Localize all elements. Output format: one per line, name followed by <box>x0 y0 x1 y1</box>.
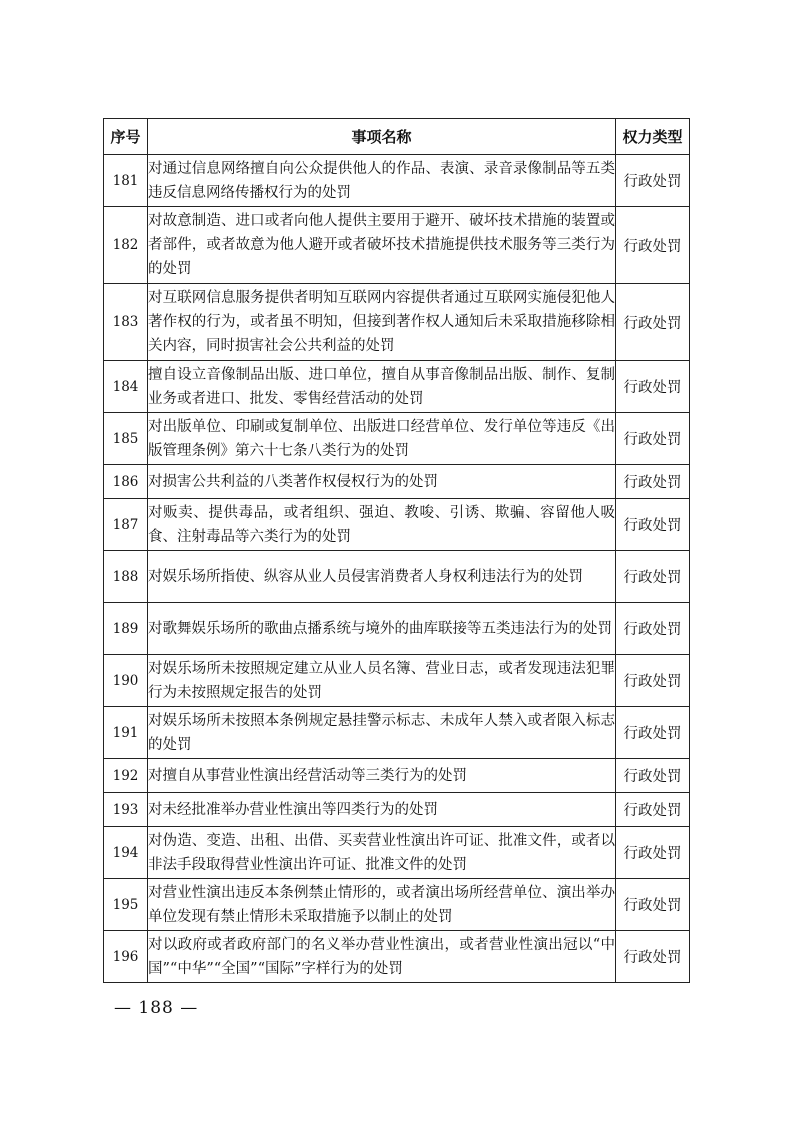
row-power-type: 行政处罚 <box>616 759 690 793</box>
row-power-type: 行政处罚 <box>616 655 690 707</box>
table-row <box>104 827 690 879</box>
row-serial-number: 191 <box>104 707 148 759</box>
table-row <box>104 707 690 759</box>
row-serial-number: 182 <box>104 207 148 284</box>
power-list-table <box>103 118 690 983</box>
row-item-name: 对娱乐场所指使、纵容从业人员侵害消费者人身权利违法行为的处罚 <box>148 551 616 603</box>
header-power-type: 权力类型 <box>616 119 690 155</box>
row-serial-number: 189 <box>104 603 148 655</box>
table-row <box>104 759 690 793</box>
row-serial-number: 195 <box>104 879 148 931</box>
row-power-type: 行政处罚 <box>616 879 690 931</box>
row-item-name: 对贩卖、提供毒品，或者组织、强迫、教唆、引诱、欺骗、容留他人吸食、注射毒品等六类行为的处罚 <box>148 499 616 551</box>
row-power-type: 行政处罚 <box>616 207 690 284</box>
table-row <box>104 155 690 207</box>
table-row <box>104 361 690 413</box>
row-serial-number: 187 <box>104 499 148 551</box>
page-number: — 188 — <box>114 998 199 1018</box>
header-item-name: 事项名称 <box>148 119 616 155</box>
row-item-name: 对故意制造、进口或者向他人提供主要用于避开、破坏技术措施的装置或者部件，或者故意为他人避开或者破坏技术措施提供技术服务等三类行为的处罚 <box>148 207 616 284</box>
row-item-name: 对通过信息网络擅自向公众提供他人的作品、表演、录音录像制品等五类违反信息网络传播权行为的处罚 <box>148 155 616 207</box>
row-item-name: 对以政府或者政府部门的名义举办营业性演出，或者营业性演出冠以“中国”“中华”“全国”“国际”字样行为的处罚 <box>148 931 616 983</box>
table-row <box>104 465 690 499</box>
row-serial-number: 181 <box>104 155 148 207</box>
row-serial-number: 184 <box>104 361 148 413</box>
row-item-name: 对擅自从事营业性演出经营活动等三类行为的处罚 <box>148 759 616 793</box>
table-row <box>104 655 690 707</box>
row-power-type: 行政处罚 <box>616 603 690 655</box>
row-serial-number: 190 <box>104 655 148 707</box>
row-serial-number: 192 <box>104 759 148 793</box>
row-item-name: 对出版单位、印刷或复制单位、出版进口经营单位、发行单位等违反《出版管理条例》第六十七条八类行为的处罚 <box>148 413 616 465</box>
row-power-type: 行政处罚 <box>616 931 690 983</box>
row-item-name: 对伪造、变造、出租、出借、买卖营业性演出许可证、批准文件，或者以非法手段取得营业性演出许可证、批准文件的处罚 <box>148 827 616 879</box>
row-serial-number: 186 <box>104 465 148 499</box>
row-serial-number: 196 <box>104 931 148 983</box>
row-serial-number: 194 <box>104 827 148 879</box>
row-serial-number: 193 <box>104 793 148 827</box>
row-power-type: 行政处罚 <box>616 793 690 827</box>
table-header-row <box>104 119 690 155</box>
row-power-type: 行政处罚 <box>616 413 690 465</box>
header-serial-number: 序号 <box>104 119 148 155</box>
row-serial-number: 183 <box>104 284 148 361</box>
row-item-name: 对损害公共利益的八类著作权侵权行为的处罚 <box>148 465 616 499</box>
row-item-name: 对营业性演出违反本条例禁止情形的，或者演出场所经营单位、演出举办单位发现有禁止情形未采取措施予以制止的处罚 <box>148 879 616 931</box>
row-power-type: 行政处罚 <box>616 361 690 413</box>
row-power-type: 行政处罚 <box>616 155 690 207</box>
row-power-type: 行政处罚 <box>616 499 690 551</box>
row-serial-number: 188 <box>104 551 148 603</box>
row-item-name: 擅自设立音像制品出版、进口单位，擅自从事音像制品出版、制作、复制业务或者进口、批发、零售经营活动的处罚 <box>148 361 616 413</box>
table-row <box>104 413 690 465</box>
table-row <box>104 284 690 361</box>
table-row <box>104 879 690 931</box>
row-item-name: 对歌舞娱乐场所的歌曲点播系统与境外的曲库联接等五类违法行为的处罚 <box>148 603 616 655</box>
row-power-type: 行政处罚 <box>616 707 690 759</box>
row-item-name: 对娱乐场所未按照本条例规定悬挂警示标志、未成年人禁入或者限入标志的处罚 <box>148 707 616 759</box>
table-row <box>104 499 690 551</box>
table-row <box>104 603 690 655</box>
row-serial-number: 185 <box>104 413 148 465</box>
row-item-name: 对未经批准举办营业性演出等四类行为的处罚 <box>148 793 616 827</box>
table-row <box>104 793 690 827</box>
table-row <box>104 931 690 983</box>
row-power-type: 行政处罚 <box>616 827 690 879</box>
row-item-name: 对娱乐场所未按照规定建立从业人员名簿、营业日志，或者发现违法犯罪行为未按照规定报告的处罚 <box>148 655 616 707</box>
row-power-type: 行政处罚 <box>616 465 690 499</box>
row-power-type: 行政处罚 <box>616 284 690 361</box>
table-row <box>104 207 690 284</box>
row-power-type: 行政处罚 <box>616 551 690 603</box>
row-item-name: 对互联网信息服务提供者明知互联网内容提供者通过互联网实施侵犯他人著作权的行为，或者虽不明知，但接到著作权人通知后未采取措施移除相关内容，同时损害社会公共利益的处罚 <box>148 284 616 361</box>
table-row <box>104 551 690 603</box>
